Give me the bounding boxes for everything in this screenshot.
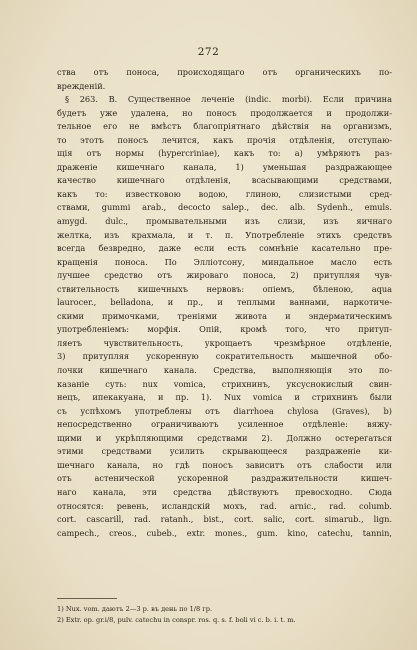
text-line: съ успѣхомъ употреблены отъ diarrhoea chylosa (Graves), b)	[57, 405, 392, 416]
text-line: врежденій.	[57, 80, 106, 91]
text-line: тельное его не вмѣстъ благопріятнаго дѣйствія на организмъ,	[57, 121, 392, 132]
footnote-divider	[57, 598, 117, 599]
text-line: этими средствами усилить скрывающееся раздраженіе ки-	[57, 446, 392, 457]
text-line: шечнаго канала, но гдѣ поносъ зависитъ отъ слабости или	[57, 459, 392, 470]
text-line: драженіе кишечнаго канала, 1) уменьшая раздражающее	[57, 161, 392, 172]
text-line: будетъ уже удалена, но поносъ продолжается и продолжи-	[57, 107, 392, 118]
text-line: какъ то: известковою водою, глиною, слизистыми сред-	[57, 188, 392, 199]
text-line: относятся: ревень, исландскій мохъ, rad. arnic., rad. columb.	[57, 500, 392, 511]
text-line: 3) притупляя ускоренную сократительность мышечной обо-	[57, 351, 392, 362]
footnotes	[57, 604, 392, 626]
text-line: качество кишечнаго отдѣленія, всасывающими средствами,	[57, 175, 392, 186]
text-line: казаніе суть: nux vomica, стрихнинъ, уксуснокислый свин-	[57, 378, 392, 389]
text-line: ствами, gummi arab., decocto salep., dec. alb. Sydenh., emuls.	[57, 202, 392, 213]
footnote: 1) Nux. vom. даютъ 2—3 р. въ день по 1/8 гр.	[57, 605, 213, 613]
footnote: 2) Extr. op. gr.i/8, pulv. catechu in conspr. ros. q. s. f. boli vi c. b. i. t. m.	[57, 616, 296, 624]
body-text	[57, 66, 392, 540]
text-line: нецъ, ипекакуана, и пр. 1). Nux vomica и стрихнинъ были	[57, 392, 392, 403]
text-line: ства отъ поноса, происходящаго отъ органическихъ по-	[57, 67, 392, 77]
text-line: cort. cascarill, rad. ratanh., bist., cort. salic, cort. simarub., lign.	[57, 514, 392, 525]
text-line: щія отъ нормы (hypercriniae), какъ то: a) умѣряютъ раз-	[57, 148, 392, 159]
text-line: скими примочками, треніями живота и эндерматическимъ	[57, 310, 392, 321]
text-line: лочки кишечнаго канала. Средства, выполняющія это по-	[57, 365, 392, 376]
text-line: щими и укрѣпляющими средствами 2). Должно остерегаться	[57, 432, 392, 443]
text-line: отъ астенической ускоренной раздражительности кишеч-	[57, 473, 392, 484]
text-line: campech., creos., cubeb., extr. mones., gum. kino, catechu, tannin,	[57, 527, 392, 538]
text-line: amygd. dulc., промывательными изъ слизи, изъ яичнаго	[57, 216, 392, 227]
text-line: непосредственно ограничиваютъ усиленное отдѣленіе: вяжу-	[57, 419, 392, 430]
text-line: то этотъ поносъ лечится, какъ прочія отдѣленія, отступаю-	[57, 134, 392, 145]
text-line: лучшее средство отъ жироваго поноса, 2) притупляя чув-	[57, 270, 392, 281]
text-line: ляетъ чувствительность, укрощаетъ чрезмѣрное отдѣленіе,	[57, 337, 392, 348]
page-number: 272	[197, 46, 220, 58]
text-line: всегда безвредно, даже если есть сомнѣніе касательно пре-	[57, 243, 392, 254]
text-line: желтка, изъ крахмала, и т. п. Употребленіе этихъ средствъ	[57, 229, 392, 240]
text-line: употребленіемъ: морфія. Опій, кромѣ того, что притуп-	[57, 324, 392, 335]
text-line: кращенія поноса. По Эллiотсону, миндальное масло есть	[57, 256, 392, 267]
text-line: laurocer., belladona, и пр., и теплыми ваннами, наркотиче-	[57, 297, 392, 308]
text-line: ствительность кишечныхъ нервовъ: опіемъ, бѣленою, aqua	[57, 283, 392, 294]
text-line: наго канала, эти средства дѣйствуютъ превосходно. Сюда	[57, 486, 392, 497]
text-line: § 263. B. Существенное леченіе (indic. morbi). Если причина	[65, 94, 392, 105]
